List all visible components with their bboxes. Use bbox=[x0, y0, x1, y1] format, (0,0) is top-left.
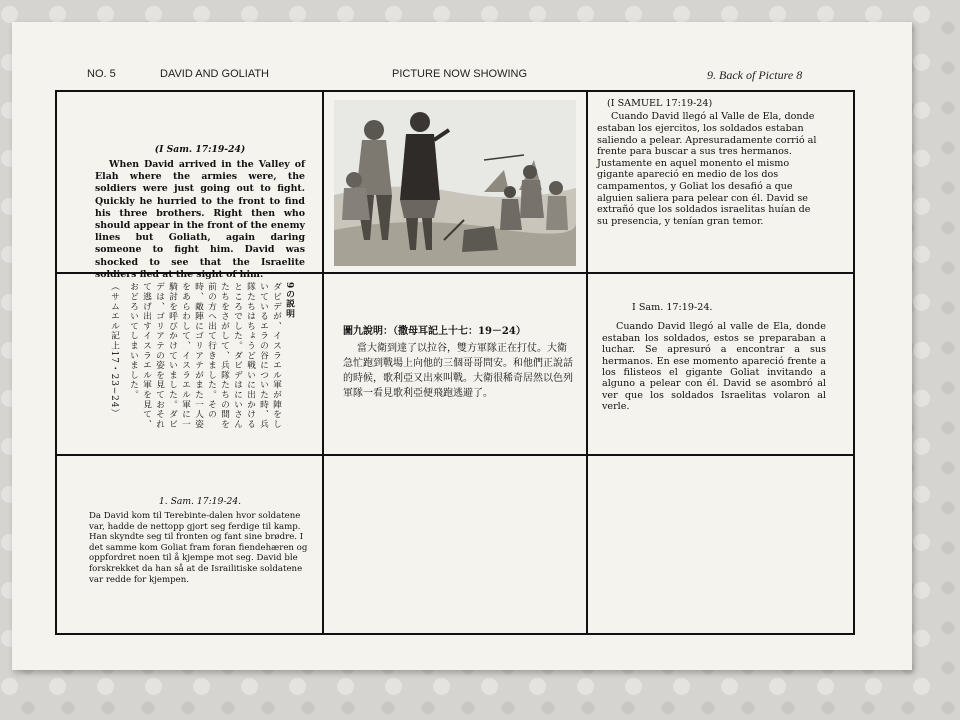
back-of-picture-label: 9. Back of Picture 8 bbox=[707, 68, 803, 82]
chinese-cell bbox=[343, 324, 573, 448]
spanish-bottom-reference: I Sam. 17:19-24. bbox=[632, 302, 713, 313]
japanese-cell bbox=[85, 282, 311, 447]
spanish-top-reference: (I SAMUEL 17:19-24) bbox=[607, 98, 713, 109]
spanish-bottom-text: Cuando David llegó al valle de Ela, donde estaban los soldados, estos se preparaban a luchar. Se apresuró a encontrar a sus hermanos. En ese momento apareció frente a los filisteos el gigante Goliat invitando a alguno a pelear con él. David se asombró al ver que los soldados Israelitas volaron al verle. bbox=[602, 321, 826, 413]
grid-divider bbox=[322, 92, 324, 633]
translation-grid bbox=[55, 90, 855, 635]
norwegian-cell bbox=[89, 496, 311, 626]
japanese-text-block bbox=[101, 282, 295, 432]
grid-divider bbox=[586, 92, 588, 633]
empty-cell-middle bbox=[325, 457, 584, 633]
grid-divider bbox=[57, 454, 853, 456]
picture-card bbox=[12, 22, 912, 670]
card-title: DAVID AND GOLIATH bbox=[160, 68, 270, 80]
japanese-heading: 9の説明 bbox=[284, 282, 294, 319]
empty-cell-right bbox=[589, 457, 853, 633]
picture-now-showing: PICTURE NOW SHOWING bbox=[392, 68, 528, 80]
norwegian-reference: 1. Sam. 17:19-24. bbox=[158, 496, 242, 507]
japanese-text: ダビデが、イスラエル軍が陣をしいているエラの谷についた時、兵隊たちはちょうど戦いに出かけるところでした。ダビデはにいさんたちをさがして、兵隊たちの間を前の方へ出て行きました。その時、敵陣にゴリアテがまた一人姿をあらわして、イスラエル軍に一騎討を呼びかけていました。ダビデは、ゴリアテの姿を見ておそれて逃げ出すイスラエル軍を見て、おどろいてしまいました。 bbox=[128, 282, 281, 429]
illustration-image bbox=[334, 100, 576, 266]
spanish-bottom-cell bbox=[602, 302, 826, 447]
english-text: When David arrived in the Valley of Elah where the armies were, the soldiers were just going out to fight. Quickly he hurried to the front to find his three brothers. Right then who should appear in the front of the enemy lines but Goliath, again daring someone to fight him. David was shocked to see that the Israelite soldiers fled at the sight of him. bbox=[95, 159, 305, 280]
card-number: NO. 5 bbox=[87, 68, 116, 80]
story-illustration bbox=[334, 100, 576, 266]
english-cell bbox=[95, 144, 305, 280]
chinese-heading: 圖九說明：（撒母耳記上十七：19－24） bbox=[343, 326, 526, 337]
card-header bbox=[12, 68, 912, 86]
norwegian-text: Da David kom til Terebinte-dalen hvor soldatene var, hadde de nettopp gjort seg ferdige til kamp. Han skyndte seg til fronten og fant sine brødre. I det samme kom Goliat fram foran fiendehæren og oppfordret noen til å kjempe mot seg. David ble forskrekket da han så at de Israilitiske soldatene var redde for kjempen. bbox=[89, 511, 308, 585]
japanese-reference: （サムエル記上17・23−24） bbox=[109, 282, 119, 419]
spanish-top-text: Cuando David llegó al Valle de Ela, donde estaban los ejercitos, los soldados estaban saliendo a pelear. Apresuradamente corrió al frente para buscar a sus tres hermanos. Justamente en aquel monento el mismo gigante apareció en medio de los dos campamentos, y Goliat los desafió a que alguien saliera para pelear con él. David se extrañó que los soldados israelitas huían de su presencia, y tenían gran temor. bbox=[597, 111, 817, 227]
spanish-top-cell bbox=[597, 98, 822, 270]
english-reference: (I Sam. 17:19-24) bbox=[154, 144, 246, 155]
chinese-text: 當大衛到達了以拉谷，雙方軍隊正在打仗。大衛急忙跑到戰場上向他的三個哥哥問安。和他們正說話的時候，歌利亞又出來叫戰。大衛很稀奇居然以色列軍隊一看見歌利亞便飛跑逃避了。 bbox=[343, 343, 573, 399]
